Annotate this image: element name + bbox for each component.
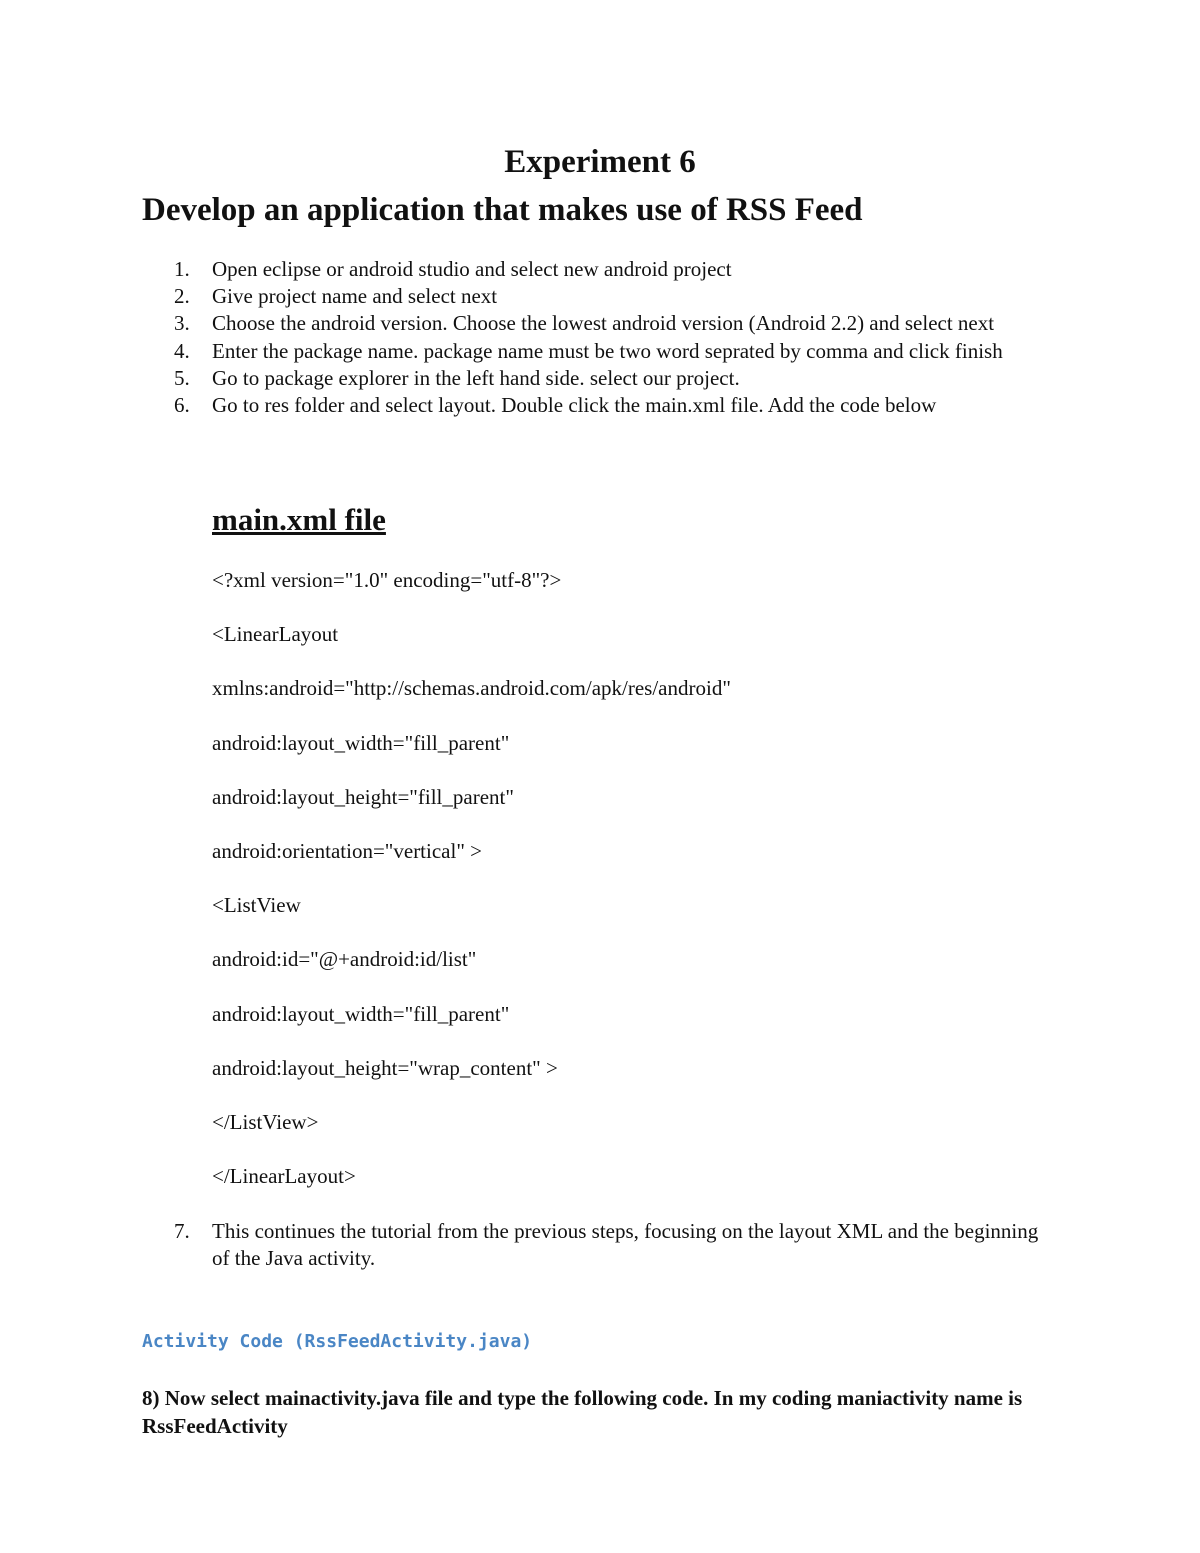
step-text: Enter the package name. package name must be two word seprated by comma and click finish <box>212 338 1003 363</box>
code-line: <?xml version="1.0" encoding="utf-8"?> <box>212 568 562 592</box>
step-number: 7. <box>174 1219 190 1243</box>
list-item <box>142 365 1042 392</box>
code-heading: main.xml file <box>212 502 386 537</box>
step-8-text: 8) Now select mainactivity.java file and type the following code. In my coding maniactivity name is RssFeedActivity <box>142 1386 1023 1438</box>
step-text: Choose the android version. Choose the lowest android version (Android 2.2) and select next <box>212 311 995 336</box>
steps-list <box>142 256 1042 419</box>
code-line: android:id="@+android:id/list" <box>212 947 477 972</box>
list-item <box>142 338 1042 365</box>
step-text: Open eclipse or android studio and select new android project <box>212 257 732 281</box>
step-number: 6. <box>174 393 190 418</box>
main-heading: Develop an application that makes use of RSS Feed <box>142 192 863 228</box>
step-number: 2. <box>174 284 190 309</box>
step-number: 5. <box>174 365 190 390</box>
activity-code-heading: Activity Code (RssFeedActivity.java) <box>142 1331 533 1352</box>
step-number: 3. <box>174 311 190 336</box>
code-line: android:orientation="vertical" > <box>212 838 482 863</box>
code-block <box>212 500 1112 1216</box>
list-item <box>142 256 1042 283</box>
code-line: android:layout_width="fill_parent" <box>212 1001 510 1026</box>
code-lines <box>212 566 1112 1216</box>
step-text: Go to package explorer in the left hand side. select our project. <box>212 365 740 390</box>
list-item <box>142 310 1042 337</box>
step-number: 4. <box>174 338 190 363</box>
step-text: This continues the tutorial from the previous steps, focusing on the layout XML and the beginning of the Java activity. <box>212 1219 1039 1271</box>
code-line: android:layout_height="wrap_content" > <box>212 1055 558 1080</box>
experiment-title: Experiment 6 <box>504 144 696 180</box>
list-item <box>142 392 1042 419</box>
steps-list-continued <box>142 1218 1042 1272</box>
code-line: xmlns:android="http://schemas.android.com/apk/res/android" <box>212 676 731 701</box>
code-line: android:layout_height="fill_parent" <box>212 784 514 809</box>
code-line: android:layout_width="fill_parent" <box>212 730 510 755</box>
code-line: <LinearLayout <box>212 622 339 647</box>
step-number: 1. <box>174 257 190 281</box>
step-text: Go to res folder and select layout. Double click the main.xml file. Add the code below <box>212 393 937 418</box>
step-text: Give project name and select next <box>212 284 498 309</box>
list-item <box>142 283 1042 310</box>
code-line: <ListView <box>212 893 301 918</box>
code-line: </ListView> <box>212 1109 319 1134</box>
list-item <box>142 1218 1042 1272</box>
code-line: </LinearLayout> <box>212 1164 356 1189</box>
